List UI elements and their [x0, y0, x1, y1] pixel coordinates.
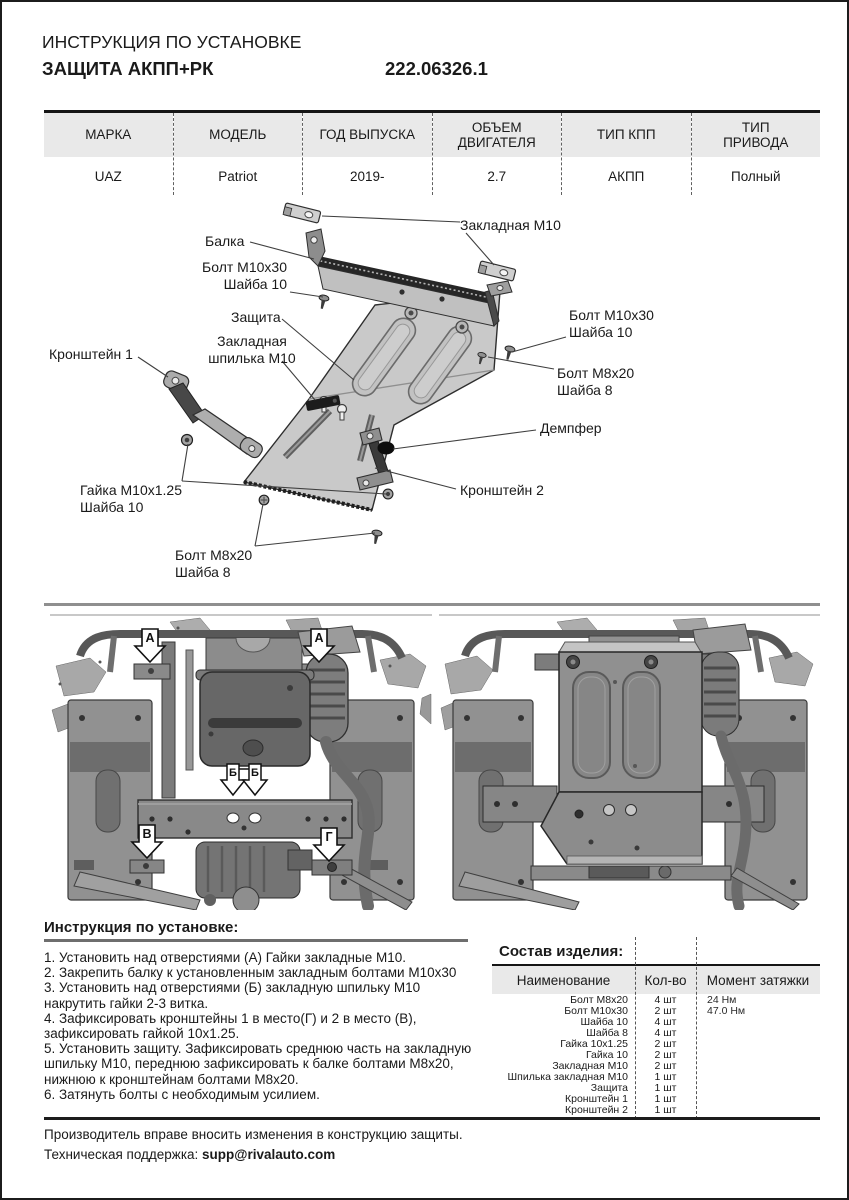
parts-header-row	[492, 966, 820, 994]
label-bolt-m8x20-right	[557, 365, 634, 399]
parts-row	[492, 1005, 820, 1016]
instruction-step: 3. Установить над отверстиями (Б) закладную шпильку М10 накрутить гайки 2-3 витка.	[44, 980, 421, 1011]
part-name: Шайба 8	[586, 1026, 628, 1039]
parts-row	[492, 1082, 820, 1093]
part-qty: 4 шт	[654, 1026, 677, 1039]
parts-row	[492, 1016, 820, 1027]
parts-column-separator	[696, 937, 697, 1119]
part-name: Шпилька закладная М10	[507, 1070, 628, 1083]
part-name: Болт М10х30	[564, 1004, 628, 1017]
instruction-step: 4. Зафиксировать кронштейны 1 в место(Г) и 2 в место (В), зафиксировать гайкой 10х1.25.	[44, 1010, 417, 1042]
parts-row	[492, 1104, 820, 1115]
embedded-plate-1	[283, 203, 321, 223]
spec-value: 2019-	[349, 168, 385, 184]
label-dempfer: Демпфер	[540, 420, 602, 436]
exploded-diagram-art	[42, 197, 822, 607]
label-line: Шайба 8	[557, 382, 613, 398]
parts-row	[492, 1049, 820, 1060]
spec-col-marka	[44, 113, 173, 195]
spec-value: 2.7	[487, 168, 507, 184]
nut-glyph	[182, 435, 193, 446]
exploded-diagram	[42, 197, 822, 607]
part-qty: 4 шт	[654, 993, 677, 1006]
label-line: Шайба 10	[223, 276, 287, 292]
instruction-step: 1. Установить над отверстиями (А) Гайки закладные М10.	[44, 950, 406, 965]
underbody-scene-installed	[441, 618, 813, 910]
marker-letter: Б	[229, 767, 237, 779]
label-line: Закладная	[217, 333, 287, 349]
parts-column-separator	[635, 937, 636, 1119]
part-torque: 47.0 Нм	[707, 1004, 746, 1017]
photo-after-install	[439, 614, 820, 915]
part-name: Закладная М10	[552, 1059, 628, 1072]
footer-divider	[44, 1117, 820, 1120]
spec-table	[44, 110, 820, 195]
parts-list	[492, 937, 820, 1119]
parts-title: Состав изделия:	[499, 943, 624, 960]
spec-col-drive	[691, 113, 821, 195]
parts-col-torque: Момент затяжки	[706, 972, 810, 988]
label-line: Шайба 10	[80, 499, 144, 515]
bracket-1-shape	[162, 369, 265, 460]
part-name: Болт М8х20	[570, 993, 628, 1006]
spec-header: ТИП ПРИВОДА	[692, 113, 821, 157]
parts-row	[492, 994, 820, 1005]
part-qty: 2 шт	[654, 1037, 677, 1050]
part-name: Гайка 10	[585, 1048, 628, 1061]
product-title: ЗАЩИТА АКПП+РК	[42, 58, 214, 79]
label-line: Гайка М10х1.25	[80, 482, 182, 498]
support-line	[44, 1147, 335, 1162]
doc-type-title: ИНСТРУКЦИЯ ПО УСТАНОВКЕ	[42, 32, 302, 52]
parts-col-qty: Кол-во	[644, 972, 687, 988]
part-qty: 4 шт	[654, 1015, 677, 1028]
part-name: Защита	[590, 1081, 628, 1094]
parts-table	[492, 964, 820, 1115]
damper-shape	[378, 442, 395, 455]
spec-header: ОБЪЕМ ДВИГАТЕЛЯ	[433, 113, 562, 157]
label-bolt-m10x30-left	[162, 259, 287, 293]
spec-col-gearbox	[561, 113, 691, 195]
label-line: шпилька М10	[208, 350, 296, 366]
bolt-glyph	[502, 345, 515, 361]
instruction-step: 6. Затянуть болты с необходимым усилием.	[44, 1086, 320, 1102]
spec-value: UAZ	[94, 168, 122, 184]
spec-col-year	[302, 113, 432, 195]
parts-row	[492, 1093, 820, 1104]
part-name: Шайба 10	[580, 1015, 628, 1028]
label-zakladnaya-m10: Закладная М10	[460, 217, 561, 233]
bolt-glyph	[370, 529, 382, 544]
label-zakladnaya-shpilka	[189, 333, 315, 367]
label-bolt-m8x20-bottom	[175, 547, 252, 581]
instructions-title: Инструкция по установке:	[44, 919, 239, 936]
label-kronshtein-2: Кронштейн 2	[460, 482, 544, 498]
label-line: Шайба 8	[175, 564, 231, 580]
part-qty: 2 шт	[654, 1048, 677, 1061]
spec-value: Patriot	[218, 168, 258, 184]
marker-letter: Б	[251, 767, 259, 779]
marker-letter: А	[145, 631, 155, 645]
instruction-step: 2. Закрепить балку к установленным закладным болтами М10х30	[44, 965, 457, 981]
part-name: Кронштейн 2	[565, 1103, 628, 1116]
label-zashchita: Защита	[231, 309, 281, 325]
bolt-head-glyph	[259, 495, 269, 505]
parts-col-name: Наименование	[516, 972, 611, 988]
label-kronshtein-1: Кронштейн 1	[49, 346, 133, 362]
part-qty: 2 шт	[654, 1004, 677, 1017]
part-name: Кронштейн 1	[565, 1092, 628, 1105]
part-qty: 2 шт	[654, 1059, 677, 1072]
part-qty: 1 шт	[654, 1103, 677, 1116]
disclaimer-text: Производитель вправе вносить изменения в конструкцию защиты.	[44, 1127, 463, 1142]
parts-row	[492, 1038, 820, 1049]
label-line: Шайба 10	[569, 324, 633, 340]
label-bolt-m10x30-right	[569, 307, 654, 341]
marker-letter: В	[142, 827, 152, 841]
part-qty: 1 шт	[654, 1081, 677, 1094]
instructions-underline	[44, 939, 468, 942]
spec-value: АКПП	[608, 168, 645, 184]
part-qty: 1 шт	[654, 1070, 677, 1083]
marker-letter: А	[314, 631, 324, 645]
spec-header: ТИП КПП	[562, 113, 691, 157]
parts-row	[492, 1060, 820, 1071]
support-label: Техническая поддержка:	[44, 1147, 203, 1162]
spec-header: МАРКА	[44, 113, 173, 157]
embedded-plate-2	[478, 261, 516, 281]
label-line: Болт М8х20	[557, 365, 635, 381]
label-balka: Балка	[205, 233, 245, 249]
part-name: Гайка 10х1.25	[560, 1037, 628, 1050]
instruction-step: 5. Установить защиту. Зафиксировать среднюю часть на закладную шпильку М10, переднюю зафиксировать к балке болтами М8х20, нижнюю к кронштейнам болтами М8х20.	[44, 1041, 472, 1087]
spec-value: Полный	[731, 168, 781, 184]
photo-before-install	[50, 614, 432, 915]
parts-row	[492, 1027, 820, 1038]
instructions-steps	[44, 950, 478, 1102]
marker-letter: Г	[325, 830, 333, 844]
part-number: 222.06326.1	[385, 58, 488, 79]
underbody-scene	[52, 618, 431, 910]
spec-header: ГОД ВЫПУСКА	[303, 113, 432, 157]
label-line: Болт М10х30	[569, 307, 654, 323]
label-line: Болт М10х30	[202, 259, 287, 275]
photos-top-rule	[44, 603, 820, 606]
spec-header: МОДЕЛЬ	[174, 113, 303, 157]
spec-col-engine	[432, 113, 562, 195]
part-torque: 24 Нм	[707, 993, 737, 1006]
label-line: Болт М8х20	[175, 547, 253, 563]
spec-col-model	[173, 113, 303, 195]
part-qty: 1 шт	[654, 1092, 677, 1105]
label-gayka-m10x125	[80, 482, 182, 516]
parts-row	[492, 1071, 820, 1082]
support-email: supp@rivalauto.com	[202, 1147, 336, 1162]
